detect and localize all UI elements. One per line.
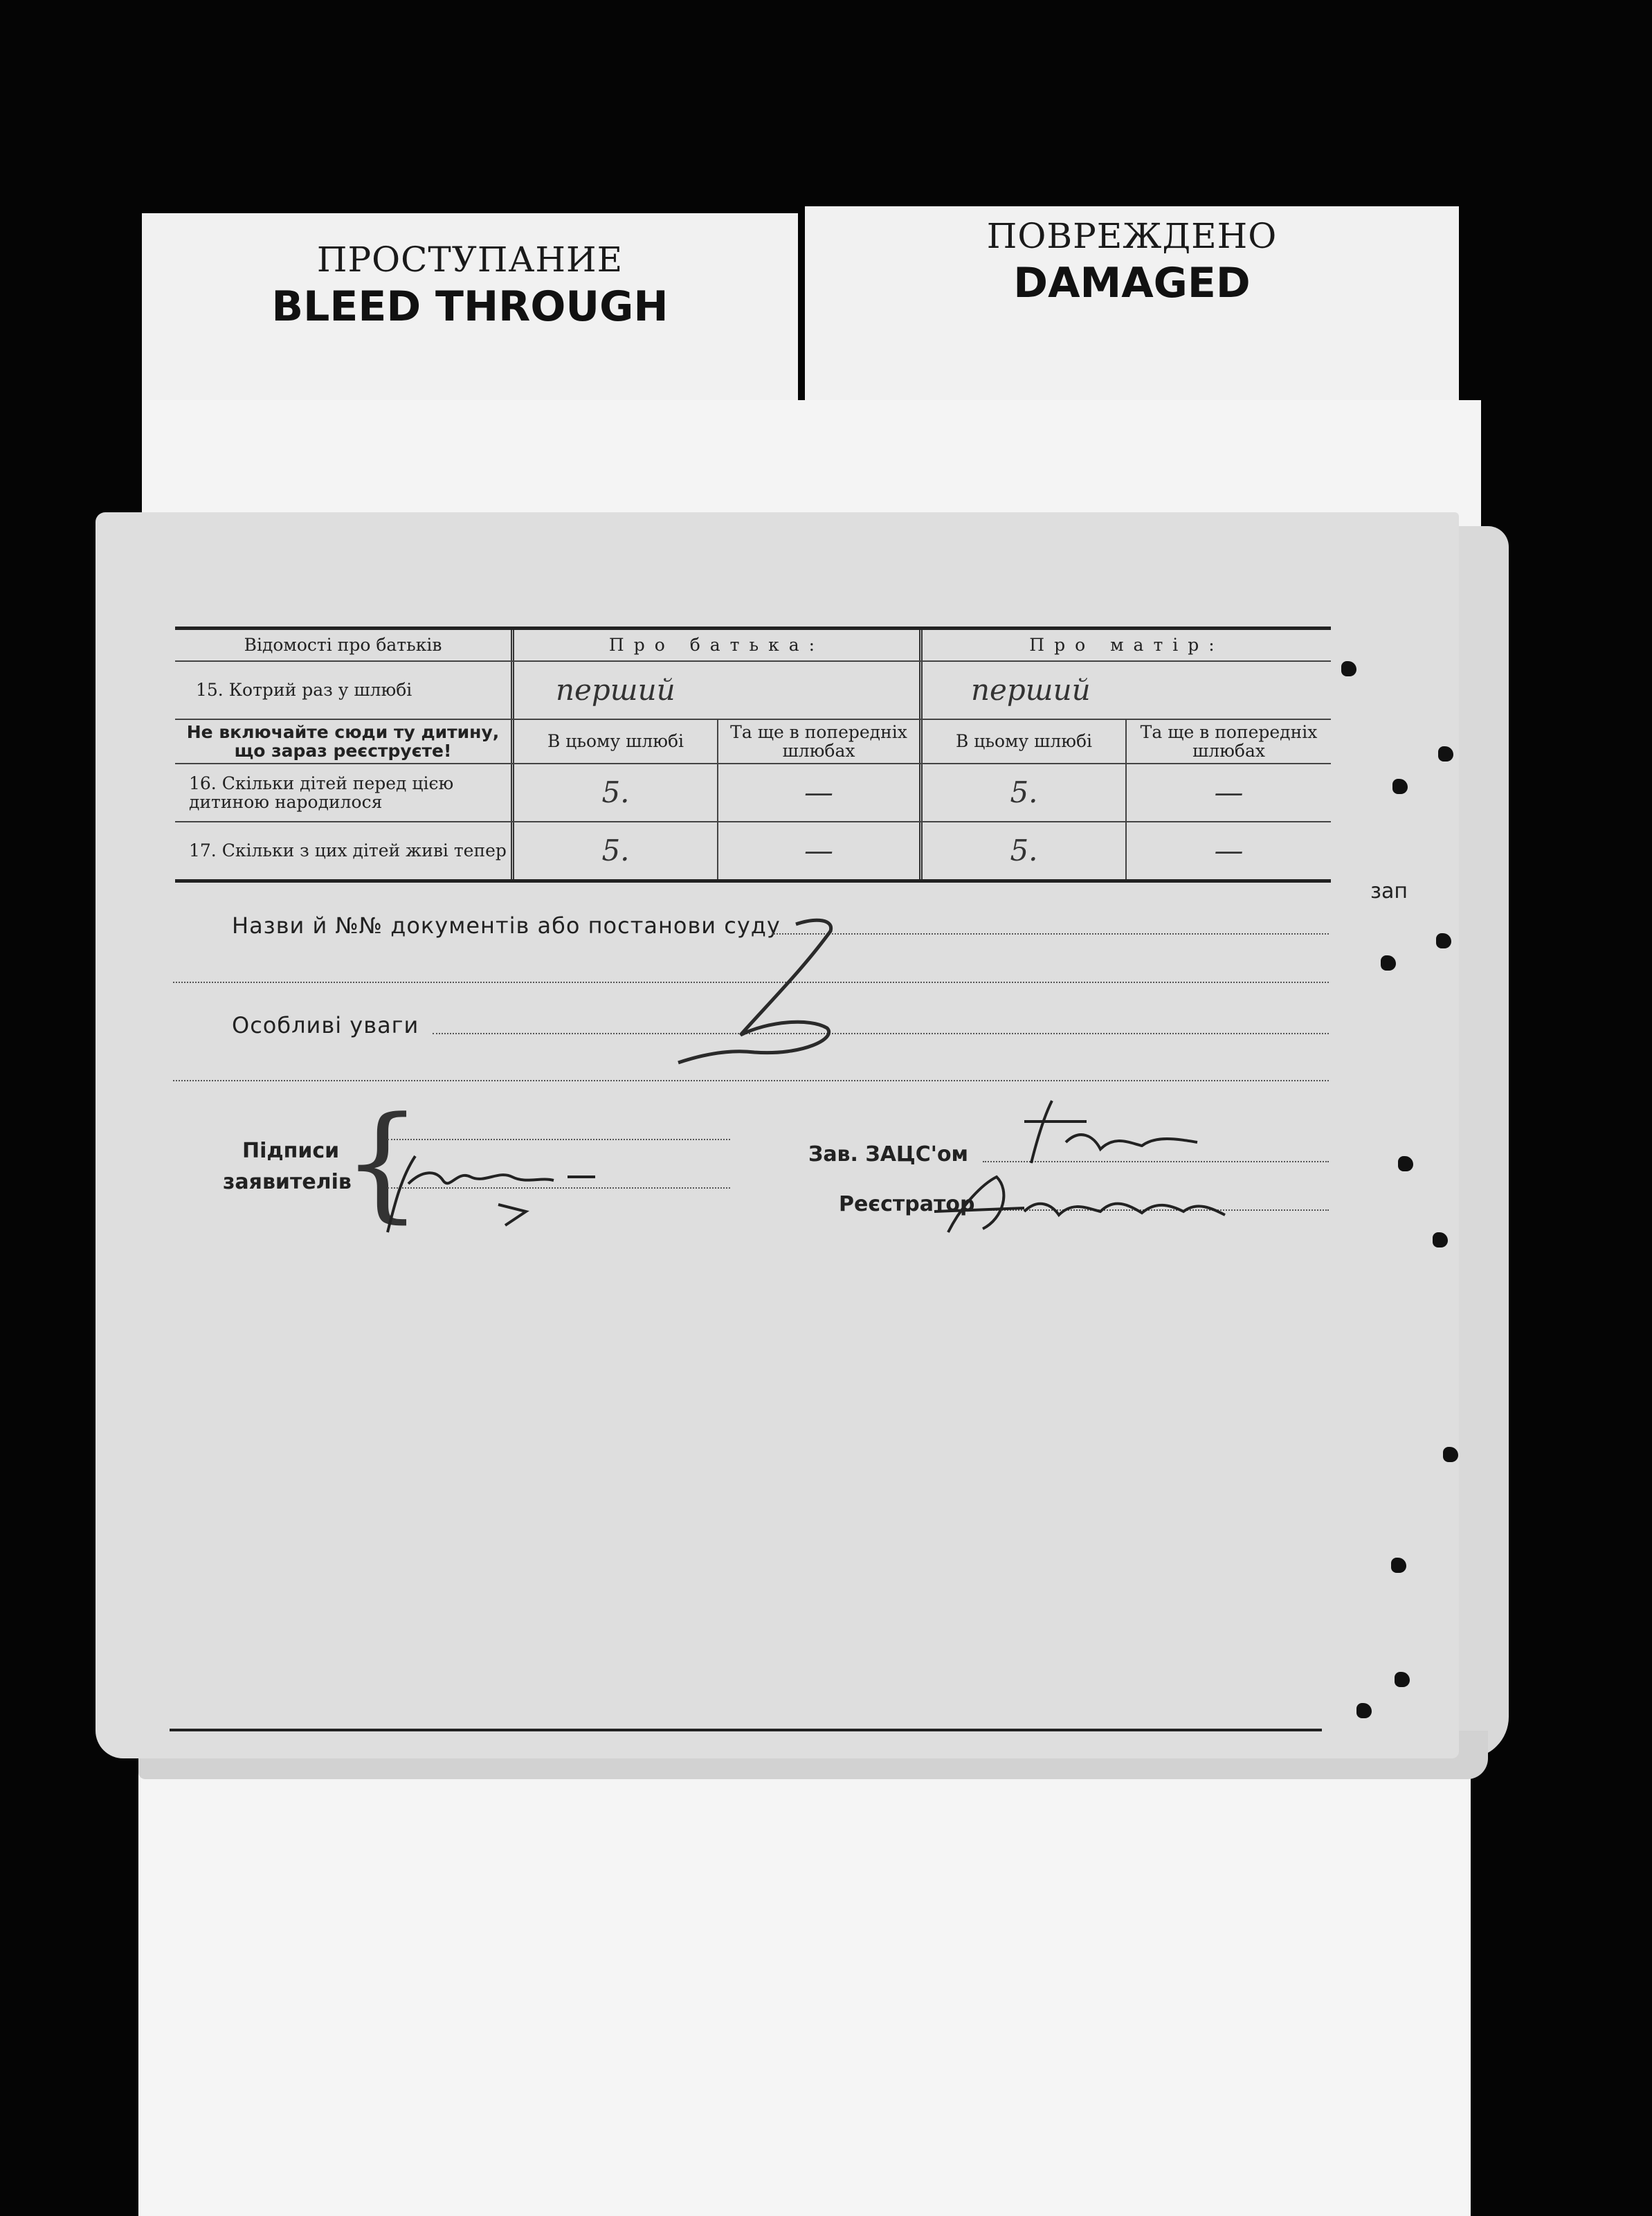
parents-table bbox=[175, 627, 1331, 883]
subheader-father-this: В цьому шлюбі bbox=[514, 720, 718, 763]
subheader-mother-prev: Та ще в попередніх шлюбах bbox=[1140, 721, 1318, 761]
punch-hole bbox=[1392, 779, 1408, 794]
table-row-17 bbox=[175, 822, 1331, 883]
form-bottom-rule bbox=[170, 1729, 1322, 1731]
row17-mother-prev: — bbox=[1214, 833, 1244, 867]
header-father: Про батька: bbox=[514, 630, 923, 660]
row16-father-prev: — bbox=[718, 764, 923, 821]
table-row-15 bbox=[175, 662, 1331, 720]
table-header-row bbox=[175, 630, 1331, 662]
row17-mother-this: 5. bbox=[923, 822, 1127, 879]
row16-father-this: 5. bbox=[514, 764, 718, 821]
row16-mother-this: 5. bbox=[923, 764, 1127, 821]
documents-label: Назви й №№ документів або постанови суду bbox=[232, 912, 781, 939]
header-parents-info: Відомості про батьків bbox=[175, 630, 514, 660]
subheader-mother-this: В цьому шлюбі bbox=[923, 720, 1127, 763]
subheader-father-prev: Та ще в попередніх шлюбах bbox=[718, 720, 923, 763]
row16-mother-prev: — bbox=[1214, 775, 1244, 809]
row15-mother: перший bbox=[971, 672, 1091, 707]
notes-label: Особливі уваги bbox=[232, 1012, 419, 1038]
row17-father-prev: — bbox=[718, 822, 923, 879]
punch-hole bbox=[1391, 1558, 1406, 1573]
row15-label: 15. Котрий раз у шлюбі bbox=[175, 662, 514, 719]
bleed-through-card bbox=[142, 213, 798, 400]
backing-sheet-bottom bbox=[138, 1758, 1471, 2216]
punch-hole bbox=[1438, 746, 1453, 762]
punch-hole bbox=[1381, 955, 1396, 971]
punch-hole bbox=[1436, 933, 1451, 948]
form-page-edge-right bbox=[1453, 526, 1509, 1758]
bleed-through-en: BLEED THROUGH bbox=[271, 282, 669, 331]
registrar-label: Реєстратор bbox=[839, 1192, 975, 1216]
applicants-brace: { bbox=[343, 1090, 422, 1235]
row17-father-this: 5. bbox=[514, 822, 718, 879]
table-subheader-row bbox=[175, 720, 1331, 764]
bleed-through-ru: ПРОСТУПАНИЕ bbox=[316, 240, 624, 280]
subheader-note: Не включайте сюди ту дитину, що зараз реєструєте! bbox=[175, 720, 514, 763]
z-mark bbox=[664, 907, 872, 1080]
row15-father: перший bbox=[514, 662, 923, 719]
head-label: Зав. ЗАЦС'ом bbox=[808, 1142, 969, 1166]
notes-line-1 bbox=[433, 1033, 1329, 1034]
row17-label: 17. Скільки з цих дітей живі тепер bbox=[175, 822, 514, 879]
registrar-signature bbox=[920, 1163, 1239, 1246]
punch-hole bbox=[1356, 1703, 1372, 1718]
table-row-16 bbox=[175, 764, 1331, 822]
damaged-card bbox=[805, 206, 1459, 400]
header-mother: Про матір: bbox=[1029, 635, 1224, 656]
applicant-signature bbox=[360, 1128, 623, 1253]
applicants-label-1: Підписи bbox=[242, 1139, 340, 1163]
damaged-en: DAMAGED bbox=[1013, 259, 1251, 307]
row16-label: 16. Скільки дітей перед цією дитиною народилося bbox=[175, 764, 514, 821]
notes-line-2 bbox=[173, 1080, 1329, 1081]
damaged-ru: ПОВРЕЖДЕНО bbox=[986, 216, 1278, 256]
punch-hole bbox=[1395, 1672, 1410, 1687]
punch-hole bbox=[1443, 1447, 1458, 1462]
punch-hole bbox=[1341, 661, 1356, 676]
punch-hole bbox=[1433, 1232, 1448, 1247]
applicants-label-2: заявителів bbox=[223, 1170, 352, 1194]
margin-note: зап bbox=[1370, 879, 1408, 903]
punch-hole bbox=[1398, 1156, 1413, 1171]
